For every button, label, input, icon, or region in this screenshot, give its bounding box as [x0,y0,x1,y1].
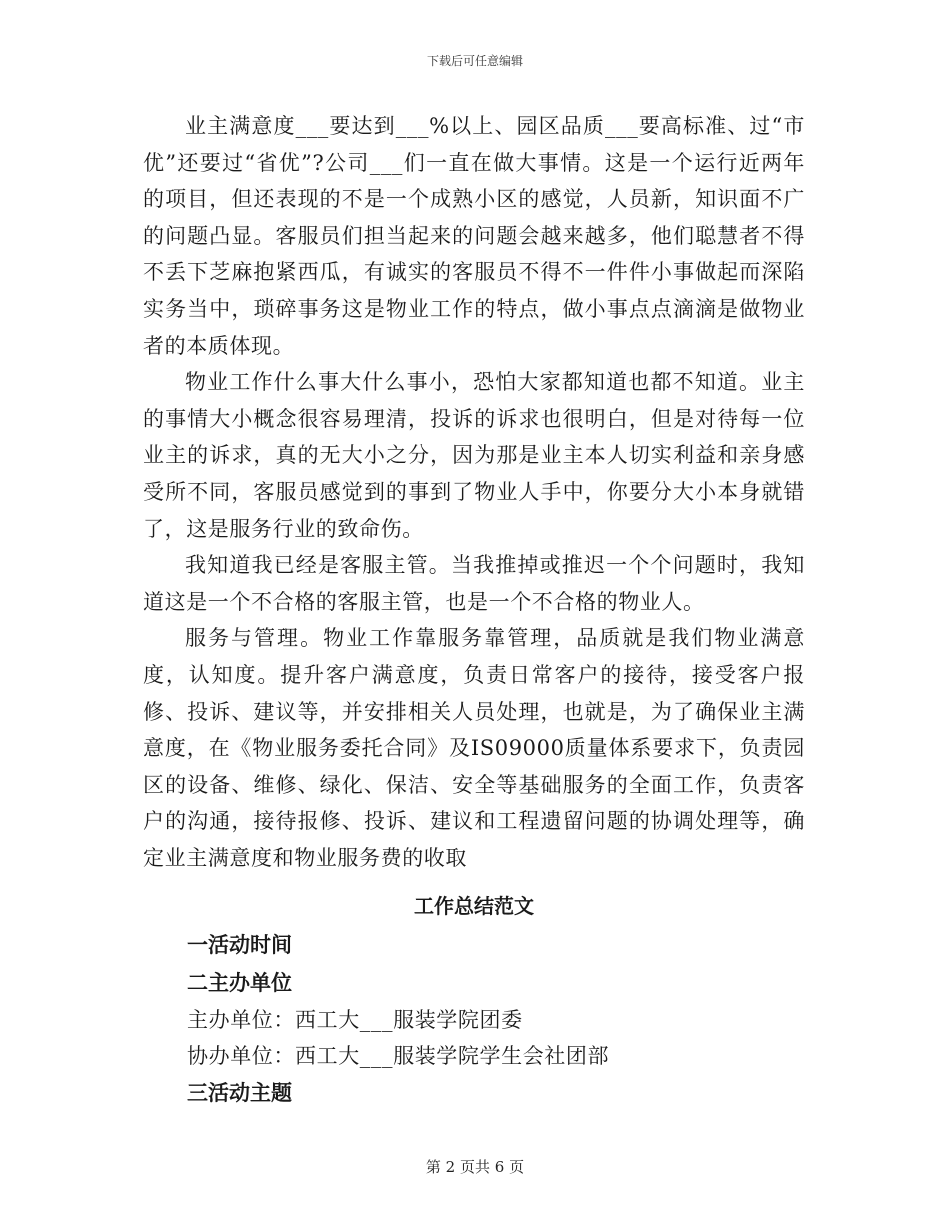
heading-activity-theme: 三活动主题 [187,1081,292,1106]
paragraph-4: 服务与管理。物业工作靠服务靠管理，品质就是我们物业满意度，认知度。提升客户满意度，负责日常客户的接待，接受客户报修、投诉、建议等，并安排相关人员处理，也就是，为了确保业主满意度，在《物业服务委托合同》及IS09000质量体系要求下，负责园区的设备、维修、绿化、保洁、安全等基础服务的全面工作，负责客户的沟通，接待报修、投诉、建议和工程遗留问题的协调处理等，确定业主满意度和物业服务费的收取 [143,626,805,870]
paragraph-3: 我知道我已经是客服主管。当我推掉或推迟一个个问题时，我知道这是一个不合格的客服主管，也是一个不合格的物业人。 [143,553,805,614]
organizer-line: 主办单位：西工大___服装学院团委 [187,1008,523,1033]
paragraph-1: 业主满意度___要达到___%以上、园区品质___要高标准、过“市优”还要过“省优”?公司___们一直在做大事情。这是一个运行近两年的项目，但还表现的不是一个成熟小区的感觉，人员新，知识面不广的问题凸显。客服员们担当起来的问题会越来越多，他们聪慧者不得不丢下芝麻抱紧西瓜，有诚实的客服员不得不一件件小事做起而深陷实务当中，琐碎事务这是物业工作的特点，做小事点点滴滴是做物业者的本质体现。 [143,114,805,358]
document-body [143,108,805,1112]
paragraph-2: 物业工作什么事大什么事小，恐怕大家都知道也都不知道。业主的事情大小概念很容易理清，投诉的诉求也很明白，但是对待每一位业主的诉求，真的无大小之分，因为那是业主本人切实利益和亲身感受所不同，客服员感觉到的事到了物业人手中，你要分大小本身就错了，这是服务行业的致命伤。 [143,370,805,541]
co-organizer-line: 协办单位：西工大___服装学院学生会社团部 [187,1044,610,1069]
page-footer: 第 2 页共 6 页 [425,1158,525,1176]
page-header: 下载后可任意编辑 [426,54,523,68]
heading-activity-time: 一活动时间 [187,933,292,958]
section-title: 工作总结范文 [414,894,534,919]
heading-organizer: 二主办单位 [187,971,292,996]
